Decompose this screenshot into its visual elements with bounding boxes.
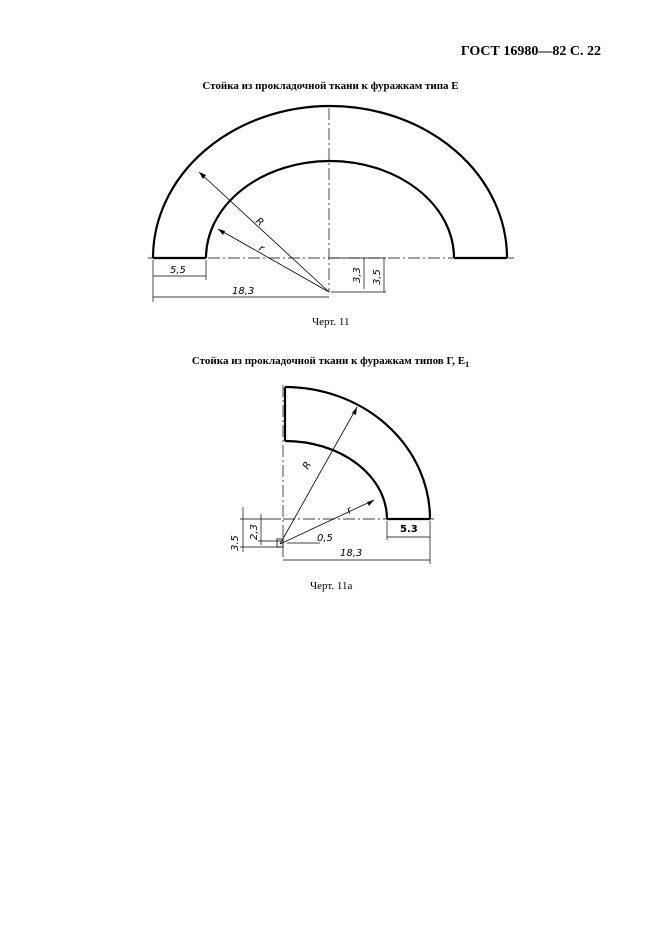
fig11a-label-length: 18,3 <box>340 548 363 559</box>
figure-11-labels <box>170 216 383 297</box>
fig11a-label-width: 5.3 <box>400 524 418 535</box>
fig11a-radius-R-line <box>280 407 357 544</box>
fig11-radius-r-arrow <box>218 229 225 235</box>
page-header: ГОСТ 16980—82 С. 22 <box>460 44 601 59</box>
fig11-label-width: 5,5 <box>170 265 186 276</box>
figure-11a-caption: Черт. 11а <box>310 580 353 592</box>
figure-11a-title-subscript: 1 <box>465 360 470 370</box>
figure-11a-drawing <box>240 385 434 564</box>
fig11-outer-arc <box>153 106 507 258</box>
fig11a-radius-r-arrow <box>367 500 374 506</box>
fig11-label-offset-small: 3,3 <box>352 267 363 283</box>
fig11-label-r: r <box>256 243 266 255</box>
figure-11a-labels <box>230 460 418 559</box>
fig11a-label-R: R <box>301 459 315 472</box>
figure-11-caption: Черт. 11 <box>312 316 350 328</box>
figure-11-title: Стойка из прокладочной ткани к фуражкам типа Е <box>202 80 459 92</box>
fig11a-label-r: r <box>345 505 355 517</box>
fig11a-label-offset-large: 3.5 <box>230 535 241 551</box>
fig11a-outer-arc <box>285 387 430 519</box>
fig11-radius-R-line <box>199 172 329 292</box>
fig11-label-offset-large: 3,5 <box>372 269 383 285</box>
fig11-label-R: R <box>253 215 266 229</box>
fig11-label-length: 18,3 <box>232 286 255 297</box>
figure-11-drawing <box>148 106 514 302</box>
figure-11a-title-main: Стойка из прокладочной ткани к фуражкам типов Г, Е <box>191 355 466 367</box>
fig11a-label-offset-small: 2,3 <box>249 524 260 540</box>
fig11-radius-r-line <box>218 229 329 292</box>
fig11a-label-gap: 0,5 <box>317 533 333 544</box>
